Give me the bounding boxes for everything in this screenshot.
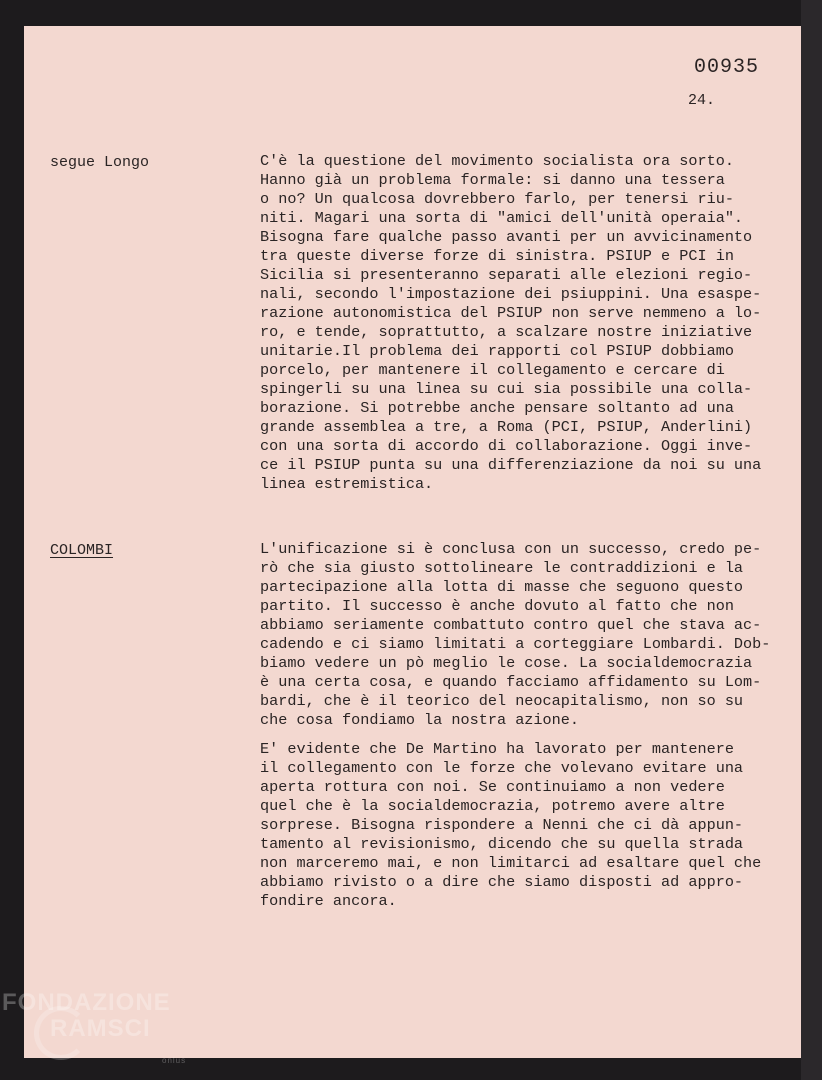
text-line: il collegamento con le forze che volevano evitare una [260,759,744,777]
text-line: niti. Magari una sorta di "amici dell'unità operaia". [260,209,744,227]
text-line: non marceremo mai, e non limitarci ad esaltare quel che [260,854,762,872]
text-line: L'unificazione si è conclusa con un successo, credo pe- [260,540,762,558]
text-line: unitarie.Il problema dei rapporti col PSIUP dobbiamo [260,342,734,360]
text-line: E' evidente che De Martino ha lavorato per mantenere [260,740,734,758]
text-line: cadendo e ci siamo limitati a corteggiare Lombardi. Dob- [260,635,771,653]
watermark-suffix: onlus [162,1056,187,1065]
watermark-line1: FONDAZIONE [2,989,171,1016]
text-line: ce il PSIUP punta su una differenziazione da noi su una [260,456,762,474]
text-line: abbiamo rivisto o a dire che siamo disposti ad appro- [260,873,744,891]
text-line: è una certa cosa, e quando facciamo affidamento su Lom- [260,673,762,691]
text-line: nali, secondo l'impostazione dei psiuppini. Una esaspe- [260,285,762,303]
text-line: che cosa fondiamo la nostra azione. [260,711,579,729]
text-line: linea estremistica. [260,475,434,493]
text-line: partecipazione alla lotta di masse che seguono questo [260,578,744,596]
speaker-label: segue Longo [50,154,150,171]
text-line: C'è la questione del movimento socialista ora sorto. [260,152,734,170]
text-line: aperta rottura con noi. Se continuiamo a non vedere [260,778,725,796]
paragraph [260,540,790,730]
text-line: rò che sia giusto sottolineare le contraddizioni e la [260,559,744,577]
text-line: razione autonomistica del PSIUP non serve nemmeno a lo- [260,304,762,322]
text-line: Sicilia si presenteranno separati alle elezioni regio- [260,266,753,284]
text-line: bardi, che è il teorico del neocapitalismo, non so su [260,692,744,710]
text-line: borazione. Si potrebbe anche pensare soltanto ad una [260,399,734,417]
text-line: abbiamo seriamente combattuto contro quel che stava ac- [260,616,762,634]
paragraph [260,152,790,494]
text-line: grande assemblea a tre, a Roma (PCI, PSIUP, Anderlini) [260,418,753,436]
document-number: 00935 [693,56,759,79]
text-line: fondire ancora. [260,892,397,910]
text-line: spingerli su una linea su cui sia possibile una colla- [260,380,753,398]
text-line: sorprese. Bisogna rispondere a Nenni che ci dà appun- [260,816,744,834]
logo-g-icon [34,1006,88,1060]
text-line: Hanno già un problema formale: si danno una tessera [260,171,725,189]
text-line: Bisogna fare qualche passo avanti per un avvicinamento [260,228,753,246]
text-line: o no? Un qualcosa dovrebbero farlo, per tenersi riu- [260,190,734,208]
text-line: partito. Il successo è anche dovuto al fatto che non [260,597,734,615]
text-line: tamento al revisionismo, dicendo che su quella strada [260,835,744,853]
watermark-logo [2,989,187,1065]
document-page [24,26,801,1058]
text-line: con una sorta di accordo di collaborazione. Oggi inve- [260,437,753,455]
watermark-line2: RAMSCI [50,1015,151,1042]
page-number: 24. [687,92,715,109]
speaker-label: COLOMBI [50,542,114,559]
scan-edge [801,0,822,1080]
paragraph [260,740,790,911]
text-line: porcelo, per mantenere il collegamento e cercare di [260,361,725,379]
text-line: tra queste diverse forze di sinistra. PSIUP e PCI in [260,247,734,265]
text-line: biamo vedere un pò meglio le cose. La socialdemocrazia [260,654,753,672]
text-line: quel che è la socialdemocrazia, potremo avere altre [260,797,725,815]
text-line: ro, e tende, soprattutto, a scalzare nostre iniziative [260,323,753,341]
